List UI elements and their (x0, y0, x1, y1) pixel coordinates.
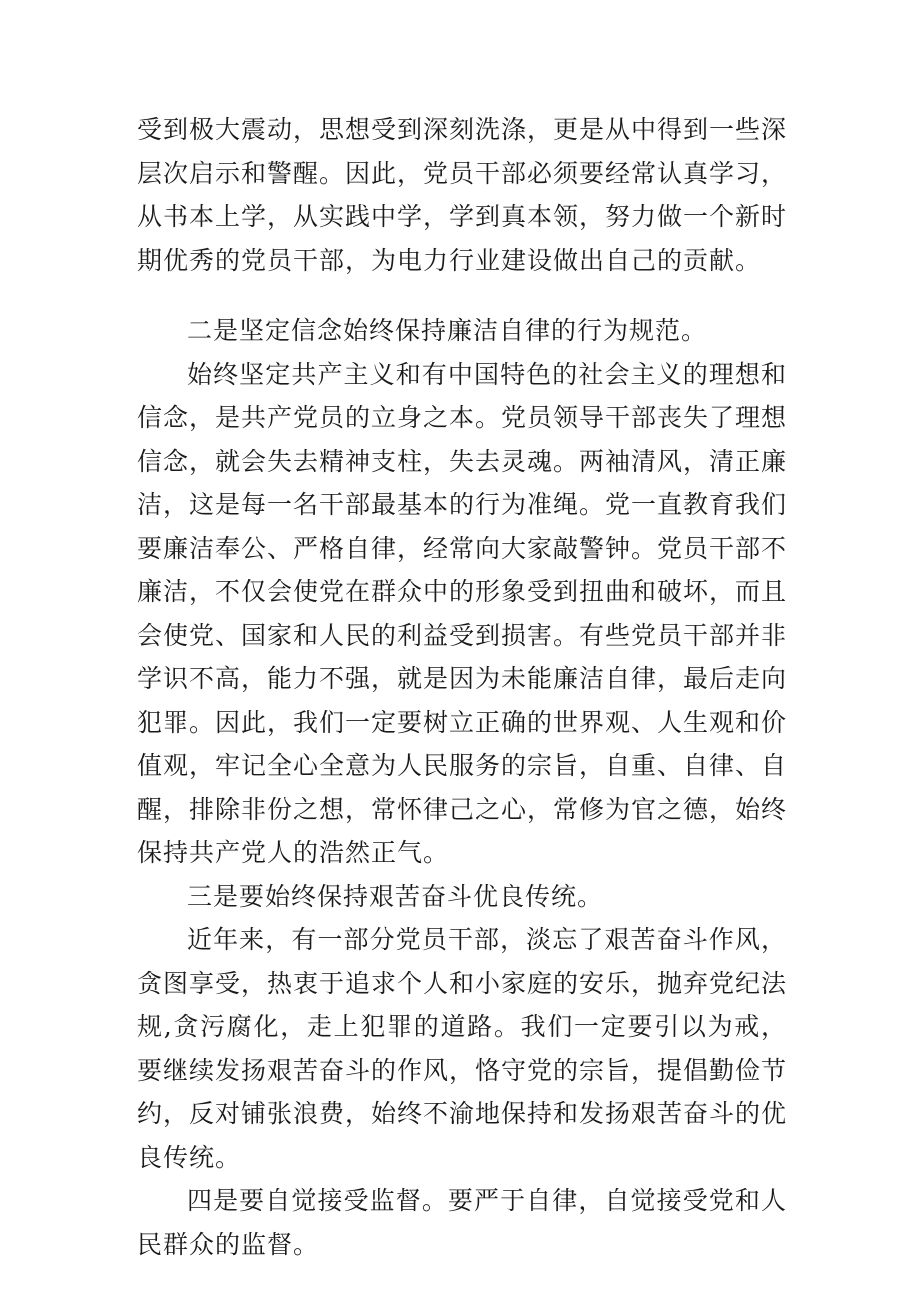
paragraph-continuation: 受到极大震动，思想受到深刻洗涤，更是从中得到一些深层次启示和警醒。因此，党员干部必须要经常认真学习，从书本上学，从实践中学，学到真本领，努力做一个新时期优秀的党员干部，为电力行业建设做出自己的贡献。 (137, 115, 788, 275)
section-heading-two: 二是坚定信念始终保持廉洁自律的行为规范。 (187, 316, 708, 345)
paragraph-section-two: 始终坚定共产主义和有中国特色的社会主义的理想和信念，是共产党员的立身之本。党员领导干部丧失了理想信念，就会失去精神支柱，失去灵魂。两袖清风，清正廉洁，这是每一名干部最基本的行为准绳。党一直教育我们要廉洁奉公、严格自律，经常向大家敲警钟。党员干部不廉洁，不仅会使党在群众中的形象受到扭曲和破坏，而且会使党、国家和人民的利益受到损害。有些党员干部并非学识不高，能力不强，就是因为未能廉洁自律，最后走向犯罪。因此，我们一定要树立正确的世界观、人生观和价值观，牢记全心全意为人民服务的宗旨，自重、自律、自醒，排除非份之想，常怀律己之心，常修为官之德，始终保持共产党人的浩然正气。 (137, 359, 788, 867)
paragraph-section-three: 近年来，有一部分党员干部，淡忘了艰苦奋斗作风，贪图享受，热衷于追求个人和小家庭的安乐，抛弃党纪法规,贪污腐化，走上犯罪的道路。我们一定要引以为戒，要继续发扬艰苦奋斗的作风，恪守党的宗旨，提倡勤俭节约，反对铺张浪费，始终不渝地保持和发扬艰苦奋斗的优良传统。 (137, 925, 788, 1172)
section-heading-four: 四是要自觉接受监督。要严于自律，自觉接受党和人民群众的监督。 (137, 1186, 787, 1259)
section-heading-three: 三是要始终保持艰苦奋斗优良传统。 (187, 881, 604, 911)
document-body (137, 108, 787, 1266)
